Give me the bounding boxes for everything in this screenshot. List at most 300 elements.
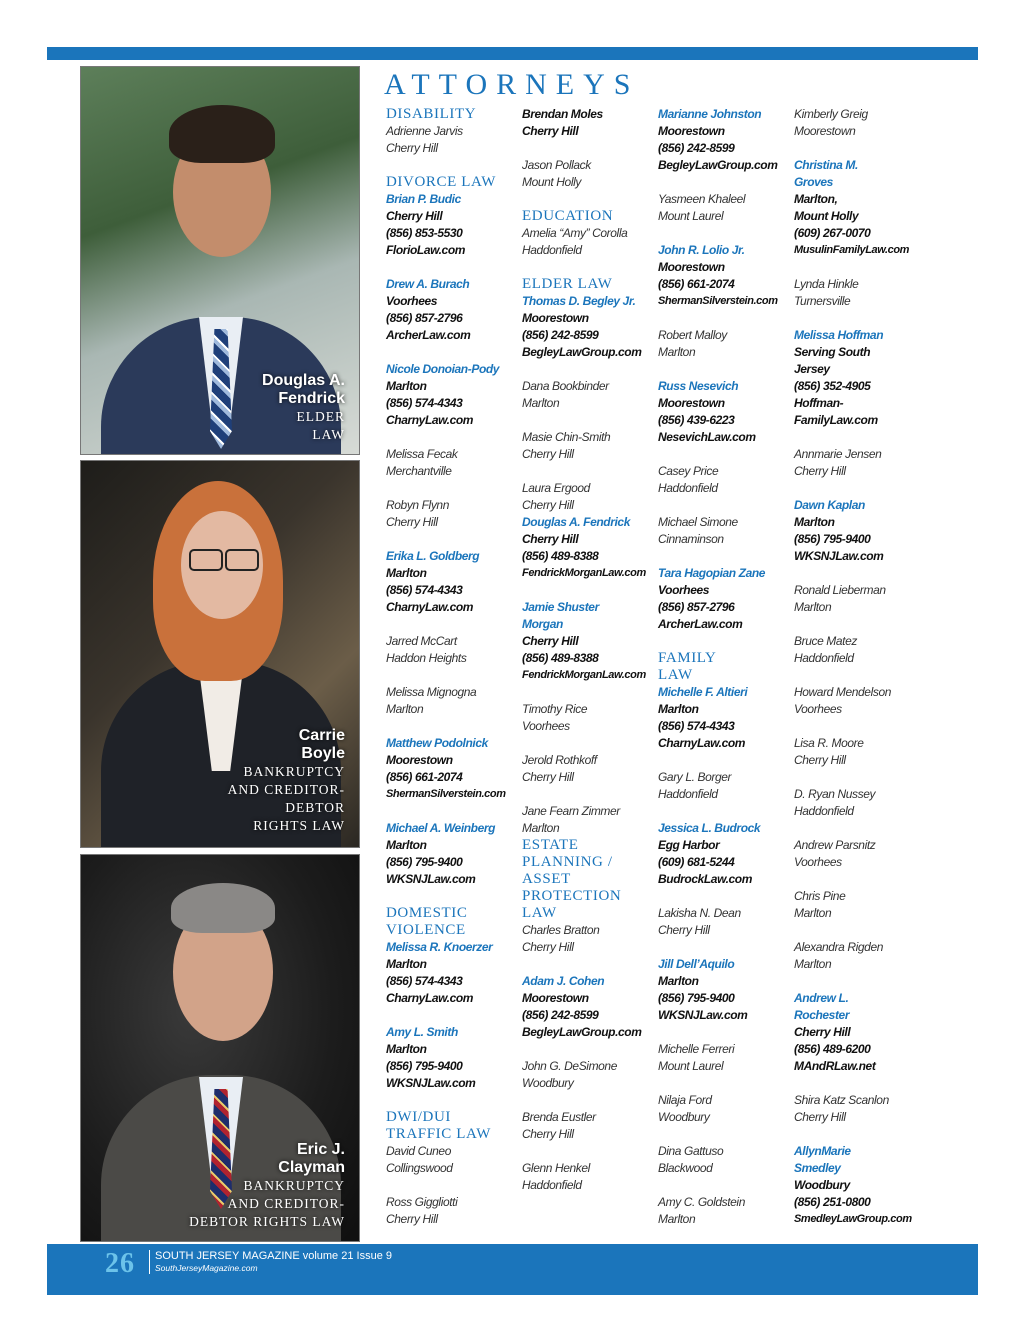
featured-attorney-listing bbox=[794, 1143, 926, 1245]
spacer bbox=[794, 259, 926, 276]
attorney-town: Cherry Hill bbox=[522, 634, 579, 648]
spacer bbox=[386, 480, 518, 497]
spacer bbox=[658, 633, 790, 650]
featured-attorney-listing bbox=[658, 684, 790, 769]
attorney-town: Cherry Hill bbox=[658, 923, 710, 937]
attorney-listing bbox=[794, 735, 926, 786]
spacer bbox=[658, 497, 790, 514]
attorney-listing bbox=[522, 157, 654, 208]
section-heading-line: TRAFFIC LAW bbox=[386, 1126, 491, 1142]
attorney-name: Michelle F. Altieri bbox=[658, 685, 748, 699]
attorney-phone: (856) 574-4343 bbox=[386, 583, 463, 597]
listing-column-4 bbox=[794, 106, 926, 1245]
attorney-listing bbox=[794, 446, 926, 497]
section-heading bbox=[386, 905, 518, 939]
attorney-listing bbox=[386, 1194, 518, 1245]
attorney-name: Andrew Parsnitz bbox=[794, 838, 876, 852]
attorney-phone: (856) 795-9400 bbox=[386, 855, 463, 869]
section-heading-line: VIOLENCE bbox=[386, 922, 466, 938]
footer-divider bbox=[149, 1250, 150, 1274]
spacer bbox=[522, 259, 654, 276]
attorney-website[interactable]: BegleyLawGroup.com bbox=[522, 1025, 642, 1039]
attorney-town: Cherry Hill bbox=[794, 464, 846, 478]
attorney-name: Masie Chin-Smith bbox=[522, 430, 611, 444]
attorney-name: Andrew L. bbox=[794, 991, 849, 1005]
attorney-listing bbox=[522, 1160, 654, 1211]
attorney-website[interactable]: CharnyLaw.com bbox=[386, 991, 474, 1005]
attorney-listing bbox=[522, 480, 654, 514]
attorney-town: Marlton bbox=[522, 396, 560, 410]
attorney-name: Lynda Hinkle bbox=[794, 277, 859, 291]
section-heading-line: ASSET bbox=[522, 871, 571, 887]
attorney-listing bbox=[522, 378, 654, 429]
spacer bbox=[386, 888, 518, 905]
spacer bbox=[658, 1075, 790, 1092]
section-heading-line: EDUCATION bbox=[522, 208, 614, 224]
attorney-name: Thomas D. Begley Jr. bbox=[522, 294, 636, 308]
attorney-town: Haddonfield bbox=[794, 804, 854, 818]
attorney-name: Bruce Matez bbox=[794, 634, 857, 648]
featured-attorney-listing bbox=[386, 548, 518, 633]
attorney-listing bbox=[794, 684, 926, 735]
attorney-town: Cherry Hill bbox=[522, 447, 574, 461]
photo-caption-specialty: LAW bbox=[312, 427, 345, 442]
photo-caption-specialty: DEBTOR bbox=[285, 800, 345, 815]
page-number: 26 bbox=[105, 1248, 135, 1279]
featured-attorney-listing bbox=[386, 276, 518, 361]
spacer bbox=[386, 616, 518, 633]
section-heading-line: DISABILITY bbox=[386, 106, 477, 122]
attorney-name: Jerold Rothkoff bbox=[522, 753, 597, 767]
attorney-name: Jason Pollack bbox=[522, 158, 591, 172]
attorney-name: Gary L. Borger bbox=[658, 770, 732, 784]
attorney-phone: (856) 574-4343 bbox=[658, 719, 735, 733]
attorney-phone: (856) 242-8599 bbox=[522, 1008, 599, 1022]
attorney-town: Woodbury bbox=[794, 1178, 850, 1192]
featured-attorney-listing bbox=[386, 191, 518, 276]
attorney-name: David Cuneo bbox=[386, 1144, 451, 1158]
attorney-name: AllynMarie bbox=[794, 1144, 851, 1158]
attorney-name: Smedley bbox=[794, 1161, 841, 1175]
attorney-town: Blackwood bbox=[658, 1161, 713, 1175]
attorney-website[interactable]: ArcherLaw.com bbox=[658, 617, 743, 631]
photo-caption-specialty: DEBTOR RIGHTS LAW bbox=[189, 1214, 345, 1229]
attorney-website[interactable]: BudrockLaw.com bbox=[658, 872, 752, 886]
attorney-listing bbox=[794, 633, 926, 684]
attorney-name: Brian P. Budic bbox=[386, 192, 461, 206]
attorney-website[interactable]: ShermanSilverstein.com bbox=[386, 788, 506, 800]
section-heading bbox=[522, 837, 654, 922]
attorney-town: Marlton bbox=[658, 974, 699, 988]
spacer bbox=[522, 191, 654, 208]
attorney-listing bbox=[794, 939, 926, 990]
attorney-name: Amy L. Smith bbox=[386, 1025, 458, 1039]
attorney-town: Marlton bbox=[794, 906, 832, 920]
magazine-issue-number: 9 bbox=[385, 1250, 393, 1262]
attorney-town: Marlton bbox=[386, 702, 424, 716]
attorney-name: Dana Bookbinder bbox=[522, 379, 609, 393]
attorney-name: Kimberly Greig bbox=[794, 107, 868, 121]
attorney-website[interactable]: FendrickMorganLaw.com bbox=[522, 567, 646, 579]
attorney-name: Laura Ergood bbox=[522, 481, 590, 495]
spacer bbox=[522, 684, 654, 701]
attorney-town: Turnersville bbox=[794, 294, 851, 308]
attorney-listing bbox=[794, 582, 926, 633]
attorney-phone: (856) 574-4343 bbox=[386, 396, 463, 410]
attorney-name: Brendan Moles bbox=[522, 107, 603, 121]
attorney-listing bbox=[658, 769, 790, 820]
attorney-website[interactable]: WKSNJLaw.com bbox=[386, 872, 476, 886]
attorney-website[interactable]: ArcherLaw.com bbox=[386, 328, 471, 342]
featured-attorney-listing bbox=[386, 820, 518, 905]
attorney-name: Groves bbox=[794, 175, 833, 189]
attorney-website[interactable]: CharnyLaw.com bbox=[386, 413, 474, 427]
attorney-listing bbox=[386, 497, 518, 548]
attorney-website[interactable]: FlorioLaw.com bbox=[386, 243, 466, 257]
attorney-name: Dina Gattuso bbox=[658, 1144, 724, 1158]
photo-caption-specialty: BANKRUPTCY bbox=[243, 764, 345, 779]
attorney-listing bbox=[658, 905, 790, 956]
photo-caption-specialty: RIGHTS LAW bbox=[253, 818, 345, 833]
spacer bbox=[658, 939, 790, 956]
spacer bbox=[658, 361, 790, 378]
attorney-town: Mount Laurel bbox=[658, 1059, 724, 1073]
section-heading-line: LAW bbox=[658, 667, 693, 683]
photo-caption-specialty: ELDER bbox=[296, 409, 345, 424]
magazine-issue-label: Issue bbox=[356, 1250, 383, 1262]
attorney-phone: (856) 661-2074 bbox=[658, 277, 735, 291]
attorney-website[interactable]: CharnyLaw.com bbox=[658, 736, 746, 750]
spacer bbox=[386, 259, 518, 276]
attorney-photo-boyle bbox=[80, 460, 360, 848]
spacer bbox=[522, 361, 654, 378]
attorney-phone: (856) 857-2796 bbox=[386, 311, 463, 325]
attorney-town: Moorestown bbox=[794, 124, 856, 138]
photo-caption-specialty: BANKRUPTCY bbox=[243, 1178, 345, 1193]
attorney-photo-clayman bbox=[80, 854, 360, 1242]
attorney-town: Moorestown bbox=[522, 991, 589, 1005]
attorney-town: Serving South bbox=[794, 345, 871, 359]
attorney-town: Haddonfield bbox=[658, 787, 718, 801]
spacer bbox=[386, 1007, 518, 1024]
attorney-phone: (856) 857-2796 bbox=[658, 600, 735, 614]
attorney-name: Yasmeen Khaleel bbox=[658, 192, 746, 206]
attorney-listing bbox=[522, 803, 654, 837]
attorney-name: Howard Mendelson bbox=[794, 685, 891, 699]
attorney-town: Voorhees bbox=[658, 583, 710, 597]
attorney-name: Matthew Podolnick bbox=[386, 736, 488, 750]
featured-attorney-listing bbox=[658, 565, 790, 650]
attorney-listing bbox=[658, 514, 790, 565]
listing-column-1 bbox=[386, 106, 518, 1245]
spacer bbox=[522, 1041, 654, 1058]
featured-attorney-listing bbox=[658, 242, 790, 327]
attorney-listing bbox=[658, 1143, 790, 1194]
spacer bbox=[658, 310, 790, 327]
attorney-website[interactable]: CharnyLaw.com bbox=[386, 600, 474, 614]
spacer bbox=[658, 1024, 790, 1041]
spacer bbox=[658, 225, 790, 242]
spacer bbox=[522, 140, 654, 157]
featured-attorney-listing bbox=[386, 361, 518, 446]
featured-attorney-listing bbox=[386, 735, 518, 820]
featured-attorney-listing bbox=[522, 293, 654, 378]
attorney-listing bbox=[794, 1092, 926, 1143]
spacer bbox=[522, 582, 654, 599]
attorney-listing bbox=[658, 327, 790, 378]
spacer bbox=[794, 718, 926, 735]
attorney-phone: (856) 795-9400 bbox=[658, 991, 735, 1005]
attorney-listing bbox=[658, 1194, 790, 1245]
section-heading bbox=[658, 650, 790, 684]
attorney-name: Amy C. Goldstein bbox=[658, 1195, 745, 1209]
attorney-town: Woodbury bbox=[522, 1076, 574, 1090]
attorney-phone: (856) 251-0800 bbox=[794, 1195, 871, 1209]
spacer bbox=[386, 1177, 518, 1194]
spacer bbox=[522, 786, 654, 803]
spacer bbox=[794, 922, 926, 939]
attorney-town: Marlton bbox=[386, 379, 427, 393]
attorney-website[interactable]: BegleyLawGroup.com bbox=[658, 158, 778, 172]
attorney-town: Marlton bbox=[386, 838, 427, 852]
attorney-listing bbox=[658, 1092, 790, 1143]
attorney-town: Cherry Hill bbox=[522, 498, 574, 512]
attorney-name: Brenda Eustler bbox=[522, 1110, 596, 1124]
spacer bbox=[794, 480, 926, 497]
attorney-name: Lisa R. Moore bbox=[794, 736, 864, 750]
attorney-town: Haddonfield bbox=[794, 651, 854, 665]
attorney-town: Moorestown bbox=[658, 396, 725, 410]
spacer bbox=[794, 140, 926, 157]
spacer bbox=[522, 1092, 654, 1109]
section-heading-line: DWI/DUI bbox=[386, 1109, 452, 1125]
attorney-town: Haddonfield bbox=[658, 481, 718, 495]
attorney-listing bbox=[522, 701, 654, 752]
attorney-name: Nilaja Ford bbox=[658, 1093, 712, 1107]
spacer bbox=[794, 667, 926, 684]
attorney-name: Marianne Johnston bbox=[658, 107, 762, 121]
attorney-name: Casey Price bbox=[658, 464, 719, 478]
section-heading bbox=[386, 106, 518, 123]
photo-caption-name: Fendrick bbox=[278, 390, 345, 407]
section-heading bbox=[386, 174, 518, 191]
footer-title bbox=[155, 1250, 392, 1263]
spacer bbox=[658, 174, 790, 191]
attorney-town: Marlton bbox=[522, 821, 560, 835]
featured-attorney-listing bbox=[386, 1024, 518, 1109]
spacer bbox=[658, 888, 790, 905]
attorney-phone: (609) 267-0070 bbox=[794, 226, 871, 240]
featured-attorney-listing bbox=[794, 327, 926, 446]
attorney-town: Moorestown bbox=[386, 753, 453, 767]
attorney-phone: (856) 853-5530 bbox=[386, 226, 463, 240]
spacer bbox=[658, 1126, 790, 1143]
spacer bbox=[386, 429, 518, 446]
attorney-phone: (856) 242-8599 bbox=[522, 328, 599, 342]
attorney-listing bbox=[658, 1041, 790, 1092]
attorney-name: Michelle Ferreri bbox=[658, 1042, 735, 1056]
attorney-listing bbox=[522, 1058, 654, 1109]
spacer bbox=[386, 1228, 518, 1245]
spacer bbox=[386, 531, 518, 548]
attorney-town: Moorestown bbox=[522, 311, 589, 325]
attorney-listing bbox=[794, 276, 926, 327]
attorney-town: Cherry Hill bbox=[522, 940, 574, 954]
attorney-website[interactable]: Hoffman- bbox=[794, 396, 844, 410]
attorney-name: Adrienne Jarvis bbox=[386, 124, 463, 138]
spacer bbox=[522, 412, 654, 429]
spacer bbox=[794, 820, 926, 837]
spacer bbox=[658, 752, 790, 769]
attorney-website[interactable]: FendrickMorganLaw.com bbox=[522, 669, 646, 681]
featured-attorney-listing bbox=[522, 599, 654, 701]
attorney-town: Marlton bbox=[386, 566, 427, 580]
attorney-name: Dawn Kaplan bbox=[794, 498, 865, 512]
attorney-name: Morgan bbox=[522, 617, 563, 631]
attorney-town: Voorhees bbox=[522, 719, 570, 733]
attorney-listing bbox=[386, 684, 518, 735]
attorney-town: Marlton bbox=[658, 345, 696, 359]
photo-caption-name: Douglas A. bbox=[262, 372, 345, 389]
attorney-phone: (856) 795-9400 bbox=[794, 532, 871, 546]
top-rule bbox=[47, 47, 978, 60]
attorney-name: Lakisha N. Dean bbox=[658, 906, 741, 920]
attorney-website[interactable]: MusulinFamilyLaw.com bbox=[794, 244, 910, 256]
section-heading-line: ESTATE bbox=[522, 837, 579, 853]
attorney-website[interactable]: SmedleyLawGroup.com bbox=[794, 1213, 912, 1225]
attorney-name: Michael Simone bbox=[658, 515, 738, 529]
attorney-town: Cherry Hill bbox=[794, 753, 846, 767]
attorney-town: Voorhees bbox=[386, 294, 438, 308]
attorney-listing bbox=[794, 786, 926, 837]
attorney-listing bbox=[522, 922, 654, 973]
magazine-volume: volume 21 bbox=[302, 1250, 354, 1262]
attorney-name: Robert Malloy bbox=[658, 328, 727, 342]
spacer bbox=[386, 667, 518, 684]
attorney-town: Haddonfield bbox=[522, 1178, 582, 1192]
spacer bbox=[794, 1075, 926, 1092]
section-heading-line: FAMILY bbox=[658, 650, 717, 666]
attorney-name: Adam J. Cohen bbox=[522, 974, 605, 988]
attorney-phone: (609) 681-5244 bbox=[658, 855, 735, 869]
magazine-name: SOUTH JERSEY MAGAZINE bbox=[155, 1250, 300, 1262]
section-heading-line: DIVORCE LAW bbox=[386, 174, 496, 190]
attorney-photo-fendrick bbox=[80, 66, 360, 455]
attorney-website[interactable]: WKSNJLaw.com bbox=[386, 1076, 476, 1090]
section-heading bbox=[522, 276, 654, 293]
attorney-name: Glenn Henkel bbox=[522, 1161, 590, 1175]
attorney-listing bbox=[522, 1109, 654, 1160]
attorney-name: Jill Dell’Aquilo bbox=[658, 957, 735, 971]
attorney-name: Annmarie Jensen bbox=[794, 447, 882, 461]
attorney-town: Haddonfield bbox=[522, 243, 582, 257]
attorney-name: Robyn Flynn bbox=[386, 498, 449, 512]
featured-attorney-listing bbox=[794, 990, 926, 1092]
attorney-town: Collingswood bbox=[386, 1161, 453, 1175]
attorney-website[interactable]: ShermanSilverstein.com bbox=[658, 295, 778, 307]
attorney-website[interactable]: WKSNJLaw.com bbox=[794, 549, 884, 563]
photo-caption-specialty: AND CREDITOR- bbox=[227, 1196, 345, 1211]
attorney-name: Jessica L. Budrock bbox=[658, 821, 761, 835]
spacer bbox=[794, 1126, 926, 1143]
attorney-name: John G. DeSimone bbox=[522, 1059, 617, 1073]
attorney-name: John R. Lolio Jr. bbox=[658, 243, 745, 257]
attorney-listing bbox=[658, 191, 790, 242]
attorney-name: Amelia “Amy” Corolla bbox=[522, 226, 628, 240]
attorney-town: Marlton bbox=[794, 515, 835, 529]
attorney-town: Marlton bbox=[794, 600, 832, 614]
spacer bbox=[386, 718, 518, 735]
attorney-town: Cherry Hill bbox=[522, 770, 574, 784]
attorney-website[interactable]: MAndRLaw.net bbox=[794, 1059, 876, 1073]
attorney-town: Cherry Hill bbox=[386, 209, 443, 223]
attorney-town: Cherry Hill bbox=[386, 515, 438, 529]
attorney-town: Cherry Hill bbox=[522, 124, 579, 138]
photo-caption-name: Eric J. bbox=[296, 1141, 345, 1158]
section-heading-line: PLANNING / bbox=[522, 854, 613, 870]
spacer bbox=[794, 769, 926, 786]
spacer bbox=[794, 310, 926, 327]
attorney-website[interactable]: NesevichLaw.com bbox=[658, 430, 756, 444]
attorney-name: Timothy Rice bbox=[522, 702, 588, 716]
spacer bbox=[522, 735, 654, 752]
spacer bbox=[794, 1228, 926, 1245]
spacer bbox=[522, 463, 654, 480]
featured-attorney-listing bbox=[658, 820, 790, 905]
spacer bbox=[386, 157, 518, 174]
attorney-town: Moorestown bbox=[658, 260, 725, 274]
attorney-name: Ross Giggliotti bbox=[386, 1195, 458, 1209]
attorney-website[interactable]: WKSNJLaw.com bbox=[658, 1008, 748, 1022]
attorney-name: D. Ryan Nussey bbox=[794, 787, 876, 801]
attorney-listing bbox=[386, 123, 518, 174]
attorney-name: Tara Hagopian Zane bbox=[658, 566, 766, 580]
attorney-name: Charles Bratton bbox=[522, 923, 600, 937]
attorney-name: Melissa Hoffman bbox=[794, 328, 884, 342]
attorney-town: Jersey bbox=[794, 362, 830, 376]
attorney-listing bbox=[386, 1143, 518, 1194]
attorney-town: Voorhees bbox=[794, 702, 842, 716]
attorney-name: Christina M. bbox=[794, 158, 858, 172]
attorney-name: Russ Nesevich bbox=[658, 379, 739, 393]
section-heading bbox=[522, 208, 654, 225]
attorney-website[interactable]: FamilyLaw.com bbox=[794, 413, 878, 427]
spacer bbox=[794, 565, 926, 582]
featured-attorney-listing bbox=[658, 378, 790, 463]
attorney-phone: (856) 661-2074 bbox=[386, 770, 463, 784]
spacer bbox=[386, 803, 518, 820]
attorney-name: Ronald Lieberman bbox=[794, 583, 886, 597]
page-heading: ATTORNEYS bbox=[384, 68, 640, 101]
section-heading-line: PROTECTION bbox=[522, 888, 622, 904]
attorney-town: Cherry Hill bbox=[386, 141, 438, 155]
footer-url[interactable]: SouthJerseyMagazine.com bbox=[155, 1263, 258, 1273]
attorney-website[interactable]: BegleyLawGroup.com bbox=[522, 345, 642, 359]
featured-attorney-listing bbox=[386, 939, 518, 1024]
listing-column-2 bbox=[522, 106, 654, 1211]
attorney-name: Chris Pine bbox=[794, 889, 846, 903]
spacer bbox=[794, 616, 926, 633]
spacer bbox=[658, 1228, 790, 1245]
attorney-town: Cherry Hill bbox=[794, 1025, 851, 1039]
attorney-listing bbox=[386, 446, 518, 497]
attorney-phone: (856) 352-4905 bbox=[794, 379, 871, 393]
attorney-phone: (856) 489-8388 bbox=[522, 549, 599, 563]
attorney-town: Marlton bbox=[658, 702, 699, 716]
attorney-listing bbox=[522, 429, 654, 480]
spacer bbox=[794, 973, 926, 990]
attorney-town: Marlton, bbox=[794, 192, 838, 206]
